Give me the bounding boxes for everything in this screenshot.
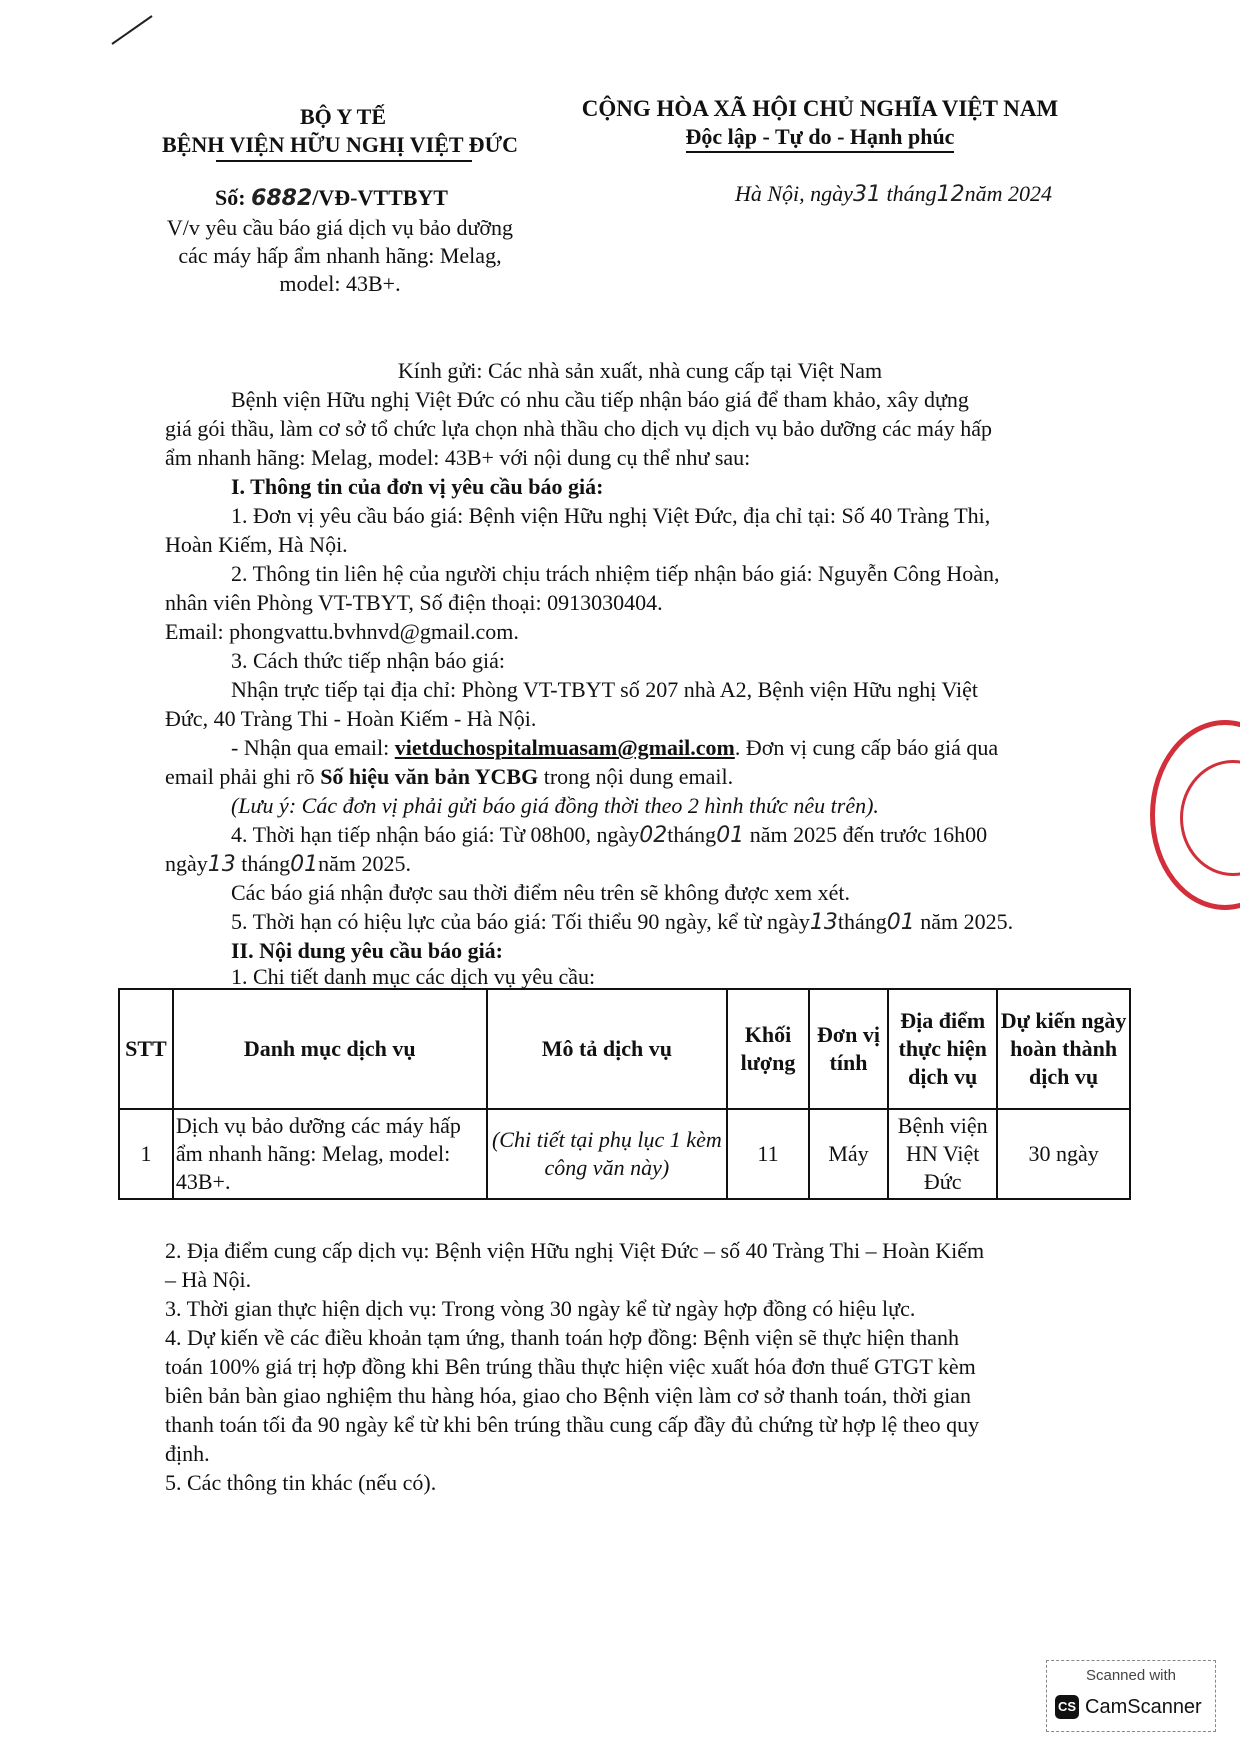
cell-service: Dịch vụ bảo dưỡng các máy hấp ẩm nhanh hãng: Melag, model: 43B+. bbox=[173, 1109, 487, 1199]
pen-mark bbox=[108, 12, 158, 48]
s1-item-3-direct: Nhận trực tiếp tại địa chỉ: Phòng VT-TBYT số 207 nhà A2, Bệnh viện Hữu nghị Việt bbox=[231, 677, 979, 702]
country-name: CỘNG HÒA XÃ HỘI CHỦ NGHĨA VIỆT NAM bbox=[581, 96, 1059, 121]
s1-item-5: 5. Thời hạn có hiệu lực của báo giá: Tối thiểu 90 ngày, kể từ ngày13tháng01 năm 2025. bbox=[231, 909, 1014, 935]
document-number: Số: 6882/VĐ-VTTBYT bbox=[215, 185, 448, 211]
cell-quantity: 11 bbox=[727, 1109, 809, 1199]
ministry-name: BỘ Y TẾ bbox=[300, 104, 386, 129]
section-2-title: II. Nội dung yêu cầu báo giá: bbox=[231, 938, 504, 963]
item-4-payment-cont: biên bản bàn giao nghiệm thu hàng hóa, giao cho Bệnh viện làm cơ sở thanh toán, thời gian bbox=[165, 1383, 971, 1408]
s1-item-4: 4. Thời hạn tiếp nhận báo giá: Từ 08h00, ngày02tháng01 năm 2025 đến trước 16h00 bbox=[231, 822, 988, 848]
s1-item-3-email-cont: email phải ghi rõ Số hiệu văn bản YCBG trong nội dung email. bbox=[165, 764, 734, 789]
national-motto: Độc lập - Tự do - Hạnh phúc bbox=[555, 124, 1085, 150]
item-4-payment-cont: thanh toán tối đa 90 ngày kể từ khi bên trúng thầu cung cấp đầy đủ chứng từ hợp lệ theo quy bbox=[165, 1412, 980, 1437]
col-location: Địa điểm thực hiện dịch vụ bbox=[888, 989, 997, 1109]
s1-item-3: 3. Cách thức tiếp nhận báo giá: bbox=[231, 648, 506, 673]
s1-item-3-email: - Nhận qua email: vietduchospitalmuasam@gmail.com. Đơn vị cung cấp báo giá qua bbox=[231, 735, 999, 760]
handwritten-day: 31 bbox=[852, 182, 881, 207]
camscanner-watermark bbox=[1046, 1660, 1216, 1732]
greeting: Kính gửi: Các nhà sản xuất, nhà cung cấp tại Việt Nam bbox=[397, 358, 883, 383]
cell-duration: 30 ngày bbox=[997, 1109, 1130, 1199]
col-quantity: Khối lượng bbox=[727, 989, 809, 1109]
item-5-other: 5. Các thông tin khác (nếu có). bbox=[165, 1470, 437, 1495]
item-2-location: 2. Địa điểm cung cấp dịch vụ: Bệnh viện Hữu nghị Việt Đức – số 40 Tràng Thi – Hoàn Kiếm bbox=[165, 1238, 985, 1263]
contact-email: Email: phongvattu.bvhnvd@gmail.com. bbox=[165, 619, 519, 644]
s1-item-4-cont: ngày13 tháng01năm 2025. bbox=[165, 851, 412, 877]
document-subject bbox=[130, 214, 550, 298]
handwritten-month: 12 bbox=[936, 182, 965, 207]
camscanner-logo-icon: CS bbox=[1055, 1695, 1079, 1719]
cell-description: (Chi tiết tại phụ lục 1 kèm công văn này) bbox=[487, 1109, 728, 1199]
cell-location: Bệnh viện HN Việt Đức bbox=[888, 1109, 997, 1199]
subject-line: V/v yêu cầu báo giá dịch vụ bảo dưỡng bbox=[166, 215, 514, 240]
s1-item-1-cont: Hoàn Kiếm, Hà Nội. bbox=[165, 532, 348, 557]
document-date: Hà Nội, ngày31 tháng12năm 2024 bbox=[735, 181, 1052, 207]
watermark-brand: CamScanner bbox=[1085, 1696, 1202, 1718]
section-1-title: I. Thông tin của đơn vị yêu cầu báo giá: bbox=[231, 474, 604, 499]
s1-item-2-cont: nhân viên Phòng VT-TBYT, Số điện thoại: 0913030404. bbox=[165, 590, 663, 615]
col-stt: STT bbox=[119, 989, 173, 1109]
purchase-email-link[interactable]: vietduchospitalmuasam@gmail.com bbox=[394, 735, 735, 760]
watermark-caption: Scanned with bbox=[1085, 1667, 1177, 1684]
table-header-row bbox=[119, 989, 1130, 1109]
intro-line: ẩm nhanh hãng: Melag, model: 43B+ với nội dung cụ thể như sau: bbox=[165, 445, 751, 470]
s1-note: (Lưu ý: Các đơn vị phải gửi báo giá đồng thời theo 2 hình thức nêu trên). bbox=[231, 793, 879, 818]
item-4-payment-cont: toán 100% giá trị hợp đồng khi Bên trúng thầu thực hiện việc xuất hóa đơn thuế GTGT kèm bbox=[165, 1354, 976, 1379]
intro-line: Bệnh viện Hữu nghị Việt Đức có nhu cầu tiếp nhận báo giá để tham khảo, xây dựng bbox=[231, 387, 969, 412]
col-unit: Đơn vị tính bbox=[809, 989, 888, 1109]
s2-item-1: 1. Chi tiết danh mục các dịch vụ yêu cầu: bbox=[231, 964, 596, 989]
service-table bbox=[118, 988, 1131, 1200]
item-2-location-cont: – Hà Nội. bbox=[165, 1267, 252, 1292]
item-4-payment: 4. Dự kiến về các điều khoản tạm ứng, thanh toán hợp đồng: Bệnh viện sẽ thực hiện thanh bbox=[165, 1325, 959, 1350]
item-4-payment-cont: định. bbox=[165, 1441, 210, 1466]
subject-line: các máy hấp ẩm nhanh hãng: Melag, bbox=[178, 243, 502, 268]
intro-line: giá gói thầu, làm cơ sở tổ chức lựa chọn nhà thầu cho dịch vụ dịch vụ bảo dưỡng các máy hấp bbox=[165, 416, 992, 441]
s1-item-3-direct-cont: Đức, 40 Tràng Thi - Hoàn Kiếm - Hà Nội. bbox=[165, 706, 537, 731]
hospital-underline bbox=[216, 160, 472, 162]
s1-item-2: 2. Thông tin liên hệ của người chịu trách nhiệm tiếp nhận báo giá: Nguyễn Công Hoàn, bbox=[231, 561, 1000, 586]
cell-unit: Máy bbox=[809, 1109, 888, 1199]
hospital-name: BỆNH VIỆN HỮU NGHỊ VIỆT ĐỨC bbox=[162, 132, 518, 157]
col-duration: Dự kiến ngày hoàn thành dịch vụ bbox=[997, 989, 1130, 1109]
subject-line: model: 43B+. bbox=[279, 271, 401, 296]
item-3-time: 3. Thời gian thực hiện dịch vụ: Trong vòng 30 ngày kể từ ngày hợp đồng có hiệu lực. bbox=[165, 1296, 916, 1321]
handwritten-doc-number: 6882 bbox=[251, 186, 313, 211]
s1-item-4-note: Các báo giá nhận được sau thời điểm nêu trên sẽ không được xem xét. bbox=[231, 880, 850, 905]
table-row bbox=[119, 1109, 1130, 1199]
col-service: Danh mục dịch vụ bbox=[173, 989, 487, 1109]
s1-item-1: 1. Đơn vị yêu cầu báo giá: Bệnh viện Hữu nghị Việt Đức, địa chỉ tại: Số 40 Tràng Thi, bbox=[231, 503, 991, 528]
col-description: Mô tả dịch vụ bbox=[487, 989, 728, 1109]
cell-stt: 1 bbox=[119, 1109, 173, 1199]
